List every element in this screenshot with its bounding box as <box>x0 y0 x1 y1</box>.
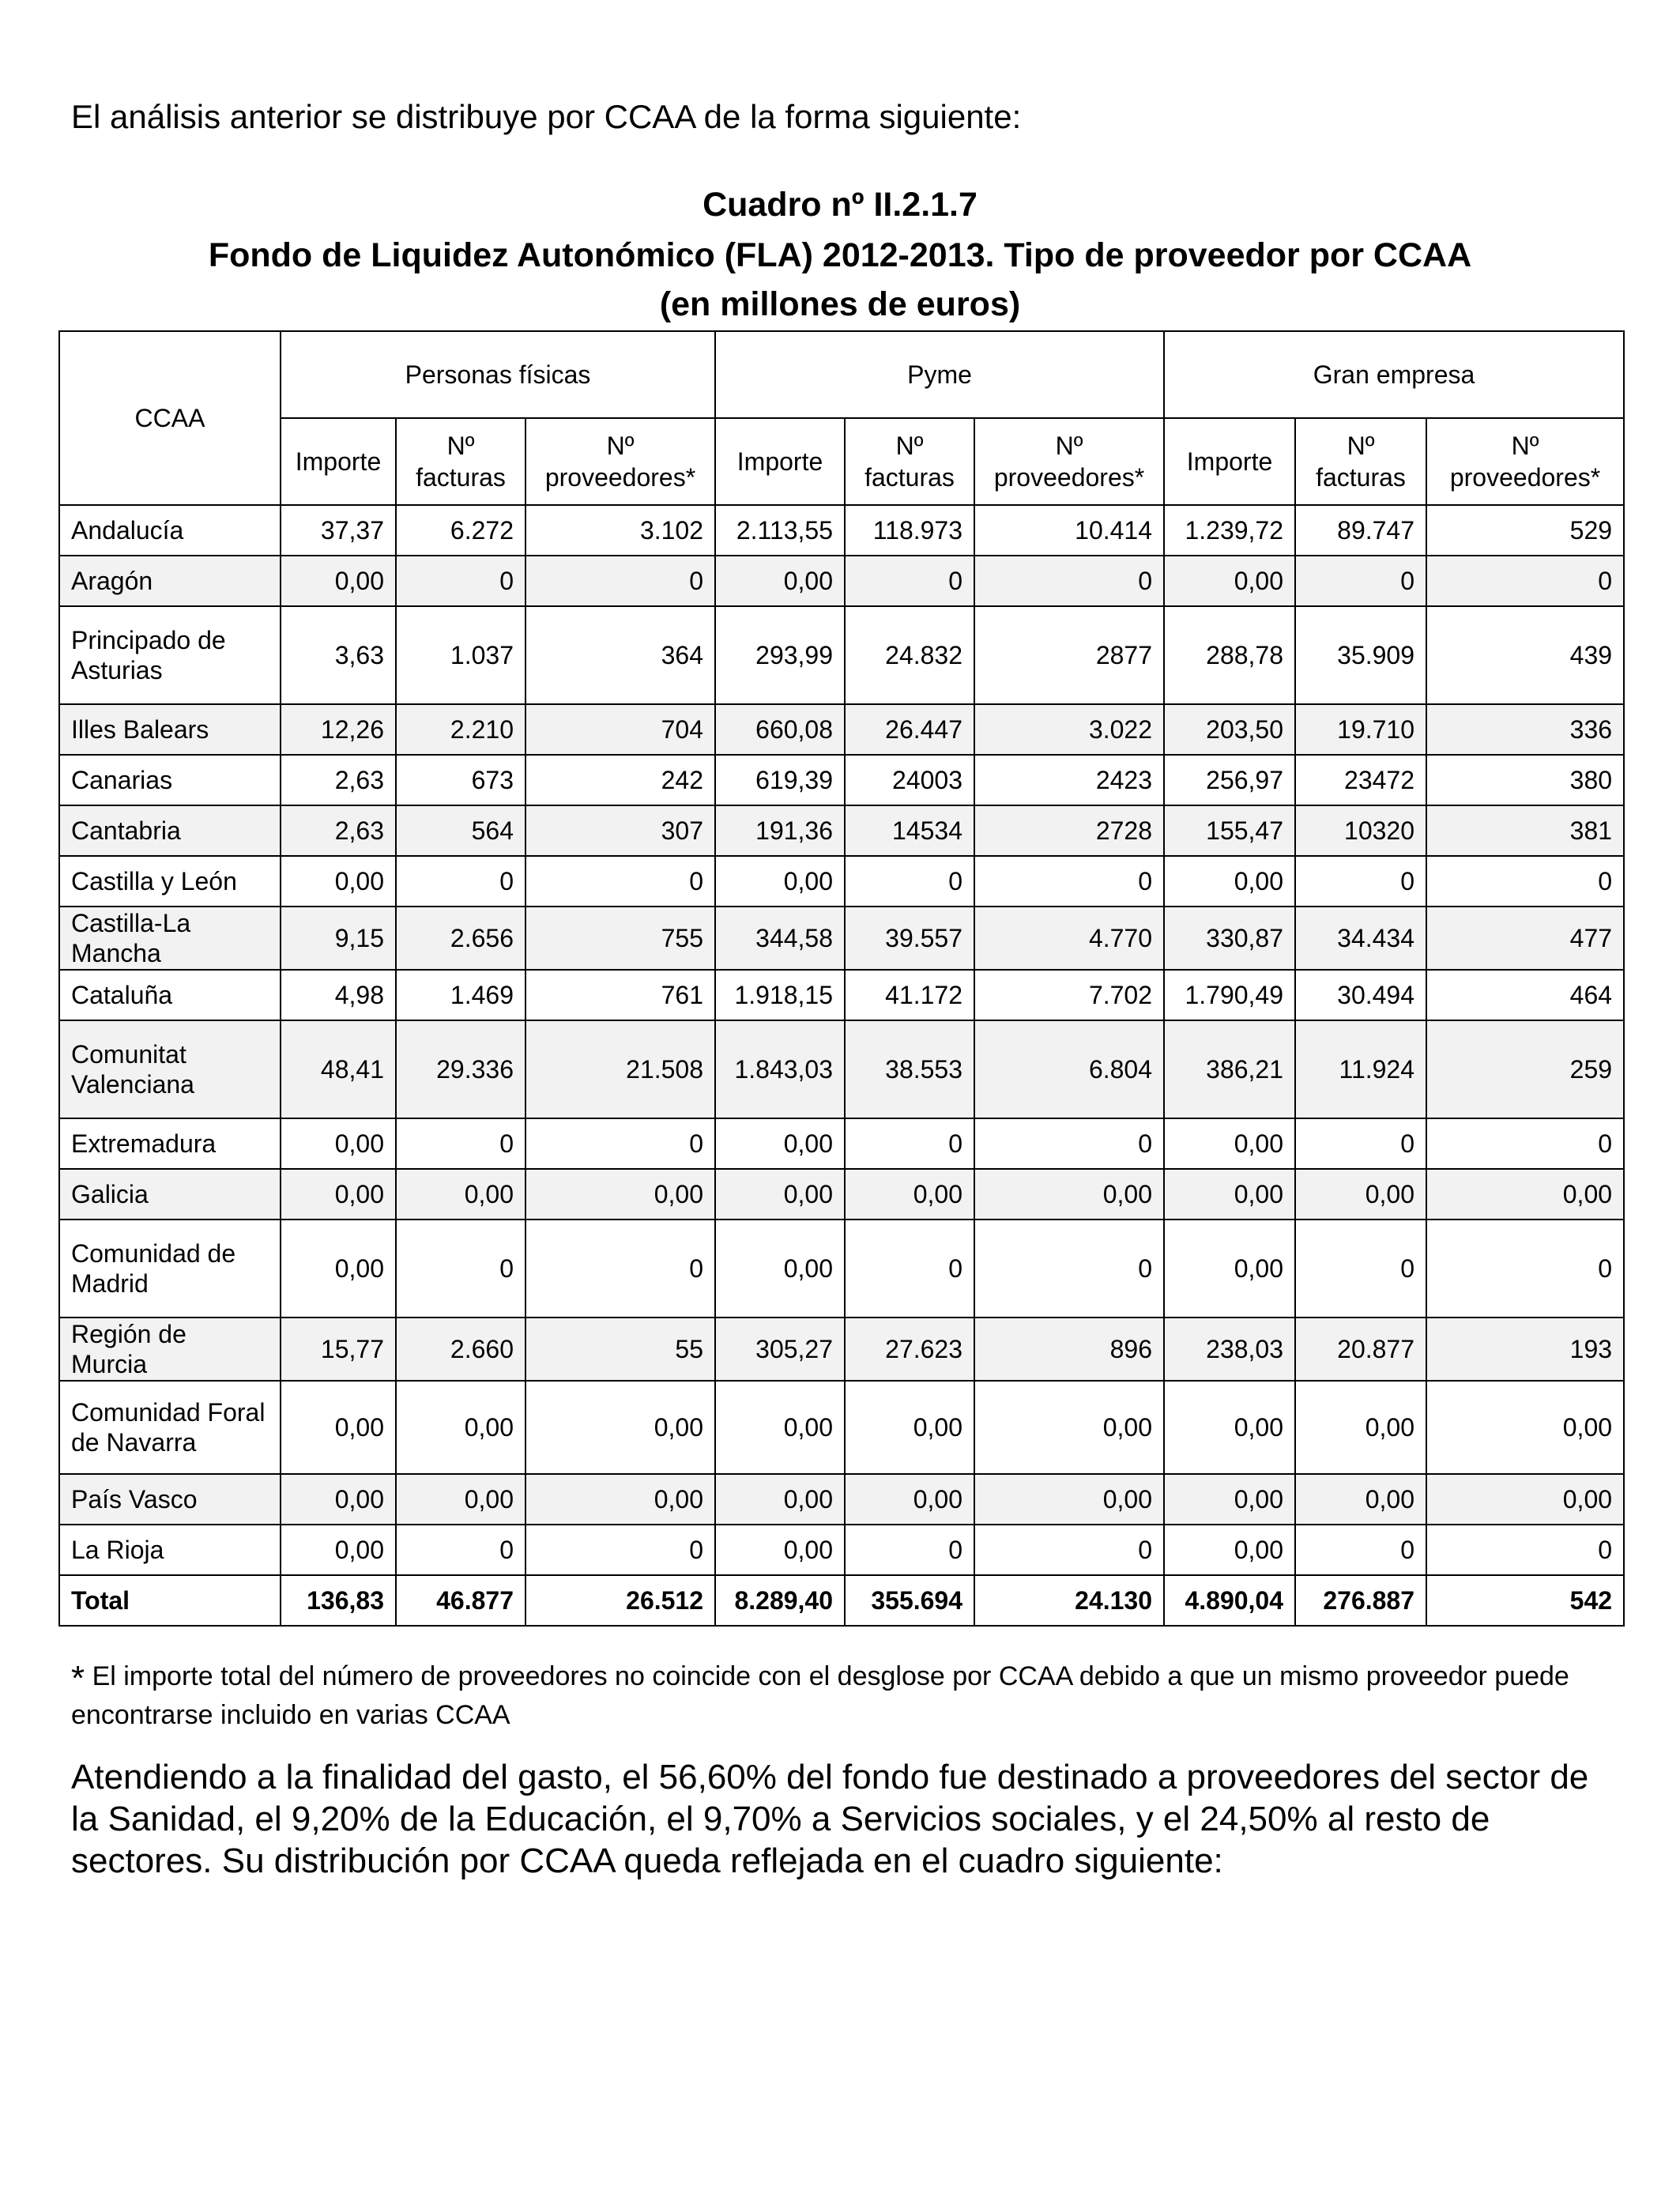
table-cell: 364 <box>525 606 715 704</box>
table-cell: 3.102 <box>525 505 715 556</box>
table-cell: 46.877 <box>396 1575 525 1626</box>
table-cell: 0,00 <box>281 1169 396 1220</box>
table-cell: 0,00 <box>396 1169 525 1220</box>
table-number: Cuadro nº II.2.1.7 <box>703 186 977 224</box>
table-row <box>59 755 1624 805</box>
table-cell: 0 <box>396 1525 525 1575</box>
ccaa-name: Región de Murcia <box>59 1318 281 1381</box>
table-cell: 0,00 <box>525 1381 715 1474</box>
table-cell: 336 <box>1426 704 1624 755</box>
table-cell: 0,00 <box>1426 1169 1624 1220</box>
table-cell: 21.508 <box>525 1020 715 1118</box>
table-cell: 0,00 <box>1426 1474 1624 1525</box>
ccaa-header: CCAA <box>59 331 281 505</box>
table-cell: 118.973 <box>845 505 974 556</box>
table-cell: 380 <box>1426 755 1624 805</box>
table-cell: 0 <box>1426 1525 1624 1575</box>
table-cell: 10320 <box>1295 805 1426 856</box>
subheader-proveedores: Nº proveedores* <box>1426 418 1624 505</box>
table-cell: 673 <box>396 755 525 805</box>
table-cell: 761 <box>525 970 715 1020</box>
table-cell: 191,36 <box>715 805 845 856</box>
subheader-proveedores: Nº proveedores* <box>974 418 1164 505</box>
ccaa-name: País Vasco <box>59 1474 281 1525</box>
table-cell: 542 <box>1426 1575 1624 1626</box>
table-cell: 439 <box>1426 606 1624 704</box>
group-header-gran-empresa: Gran empresa <box>1164 331 1624 418</box>
table-body <box>59 505 1624 1626</box>
table-cell: 2877 <box>974 606 1164 704</box>
table-cell: 1.918,15 <box>715 970 845 1020</box>
table-cell: 464 <box>1426 970 1624 1020</box>
table-cell: 276.887 <box>1295 1575 1426 1626</box>
footnote <box>71 1658 1620 1733</box>
table-cell: 14534 <box>845 805 974 856</box>
table-cell: 0 <box>396 556 525 606</box>
table-cell: 0,00 <box>715 1118 845 1169</box>
table-cell: 89.747 <box>1295 505 1426 556</box>
subheader-importe: Importe <box>1164 418 1295 505</box>
table-cell: 0 <box>845 856 974 907</box>
total-row <box>59 1575 1624 1626</box>
table-cell: 0 <box>1426 556 1624 606</box>
subheader-facturas: Nº facturas <box>396 418 525 505</box>
table-cell: 20.877 <box>1295 1318 1426 1381</box>
table-cell: 9,15 <box>281 907 396 970</box>
table-cell: 2.113,55 <box>715 505 845 556</box>
table-cell: 305,27 <box>715 1318 845 1381</box>
table-cell: 0 <box>974 1220 1164 1318</box>
ccaa-name: La Rioja <box>59 1525 281 1575</box>
table-cell: 238,03 <box>1164 1318 1295 1381</box>
table-row <box>59 856 1624 907</box>
table-cell: 0,00 <box>1164 1381 1295 1474</box>
table-title: Fondo de Liquidez Autonómico (FLA) 2012-2013. Tipo de proveedor por CCAA <box>208 236 1472 274</box>
table-cell: 55 <box>525 1318 715 1381</box>
table-cell: 242 <box>525 755 715 805</box>
table-cell: 0,00 <box>281 856 396 907</box>
footnote-text: El importe total del número de proveedores no coincide con el desglose por CCAA debido a que un mismo proveedor puede encontrarse incluido en varias CCAA <box>71 1661 1569 1730</box>
table-cell: 37,37 <box>281 505 396 556</box>
table-cell: 0,00 <box>281 1220 396 1318</box>
table-cell: 193 <box>1426 1318 1624 1381</box>
table-cell: 477 <box>1426 907 1624 970</box>
table-cell: 2.660 <box>396 1318 525 1381</box>
table-cell: 12,26 <box>281 704 396 755</box>
subheader-importe: Importe <box>715 418 845 505</box>
table-cell: 34.434 <box>1295 907 1426 970</box>
table-cell: 330,87 <box>1164 907 1295 970</box>
table-cell: 0,00 <box>715 1220 845 1318</box>
table-cell: 529 <box>1426 505 1624 556</box>
table-cell: 0 <box>396 1118 525 1169</box>
table-cell: 0 <box>1295 1525 1426 1575</box>
ccaa-name: Illes Balears <box>59 704 281 755</box>
table-cell: 7.702 <box>974 970 1164 1020</box>
table-cell: 0,00 <box>1164 856 1295 907</box>
table-cell: 0,00 <box>1426 1381 1624 1474</box>
table-cell: 39.557 <box>845 907 974 970</box>
table-cell: 0,00 <box>845 1381 974 1474</box>
table-cell: 6.272 <box>396 505 525 556</box>
table-cell: 0 <box>1295 1220 1426 1318</box>
table-cell: 0,00 <box>281 556 396 606</box>
table-cell: 256,97 <box>1164 755 1295 805</box>
ccaa-name: Castilla-La Mancha <box>59 907 281 970</box>
table-cell: 0,00 <box>281 1525 396 1575</box>
ccaa-name: Cataluña <box>59 970 281 1020</box>
table-cell: 2.656 <box>396 907 525 970</box>
table-cell: 10.414 <box>974 505 1164 556</box>
table-cell: 4,98 <box>281 970 396 1020</box>
subheader-row <box>59 418 1624 505</box>
ccaa-name: Galicia <box>59 1169 281 1220</box>
table-cell: 2423 <box>974 755 1164 805</box>
table-cell: 0 <box>1295 1118 1426 1169</box>
ccaa-name: Extremadura <box>59 1118 281 1169</box>
subheader-proveedores: Nº proveedores* <box>525 418 715 505</box>
table-cell: 2728 <box>974 805 1164 856</box>
table-cell: 344,58 <box>715 907 845 970</box>
table-cell: 0,00 <box>974 1474 1164 1525</box>
footnote-asterisk: * <box>71 1659 85 1698</box>
table-cell: 27.623 <box>845 1318 974 1381</box>
table-cell: 0 <box>525 556 715 606</box>
table-cell: 704 <box>525 704 715 755</box>
ccaa-name: Comunidad Foral de Navarra <box>59 1381 281 1474</box>
table-row <box>59 1220 1624 1318</box>
table-row <box>59 556 1624 606</box>
table-cell: 0,00 <box>715 556 845 606</box>
table-row <box>59 505 1624 556</box>
table-cell: 386,21 <box>1164 1020 1295 1118</box>
table-cell: 0,00 <box>1164 1220 1295 1318</box>
body-paragraph: Atendiendo a la finalidad del gasto, el 56,60% del fondo fue destinado a proveedores del sector de la Sanidad, el 9,20% de la Educación, el 9,70% a Servicios sociales, y el 24,50% al resto de sectores. Su distribución por CCAA queda reflejada en el cuadro siguiente: <box>71 1758 1589 1880</box>
table-cell: 0,00 <box>845 1474 974 1525</box>
table-cell: 1.239,72 <box>1164 505 1295 556</box>
table-row <box>59 805 1624 856</box>
table-cell: 0,00 <box>525 1169 715 1220</box>
table-cell: 203,50 <box>1164 704 1295 755</box>
table-cell: 136,83 <box>281 1575 396 1626</box>
table-row <box>59 1118 1624 1169</box>
table-row <box>59 1474 1624 1525</box>
table-cell: 0,00 <box>974 1169 1164 1220</box>
table-cell: 0,00 <box>715 1474 845 1525</box>
table-cell: 26.447 <box>845 704 974 755</box>
table-cell: 0,00 <box>715 856 845 907</box>
table-cell: 0,00 <box>715 1169 845 1220</box>
table-cell: 0,00 <box>845 1169 974 1220</box>
table-cell: 381 <box>1426 805 1624 856</box>
table-cell: 4.890,04 <box>1164 1575 1295 1626</box>
table-cell: 0,00 <box>1295 1474 1426 1525</box>
table-cell: 6.804 <box>974 1020 1164 1118</box>
ccaa-name: Comunidad de Madrid <box>59 1220 281 1318</box>
ccaa-name: Principado de Asturias <box>59 606 281 704</box>
table-cell: 0 <box>1426 1118 1624 1169</box>
table-cell: 0,00 <box>396 1381 525 1474</box>
table-cell: 0 <box>845 1525 974 1575</box>
subheader-facturas: Nº facturas <box>845 418 974 505</box>
table-cell: 155,47 <box>1164 805 1295 856</box>
table-cell: 2,63 <box>281 805 396 856</box>
table-cell: 0 <box>525 1118 715 1169</box>
table-row <box>59 1020 1624 1118</box>
table-cell: 26.512 <box>525 1575 715 1626</box>
table-cell: 0,00 <box>281 1474 396 1525</box>
table-cell: 35.909 <box>1295 606 1426 704</box>
table-cell: 0 <box>974 856 1164 907</box>
table-cell: 0,00 <box>281 1381 396 1474</box>
table-cell: 0,00 <box>281 1118 396 1169</box>
table-cell: 0,00 <box>1164 1169 1295 1220</box>
table-cell: 2,63 <box>281 755 396 805</box>
table-cell: 4.770 <box>974 907 1164 970</box>
table-cell: 3,63 <box>281 606 396 704</box>
table-cell: 0,00 <box>1164 1474 1295 1525</box>
table-cell: 29.336 <box>396 1020 525 1118</box>
table-cell: 0,00 <box>974 1381 1164 1474</box>
table-cell: 0,00 <box>396 1474 525 1525</box>
table-cell: 0 <box>974 1118 1164 1169</box>
ccaa-name: Comunitat Valenciana <box>59 1020 281 1118</box>
table-cell: 0,00 <box>1164 556 1295 606</box>
table-row <box>59 1169 1624 1220</box>
table-row <box>59 606 1624 704</box>
table-cell: 15,77 <box>281 1318 396 1381</box>
table-row <box>59 907 1624 970</box>
table-cell: 0 <box>525 1525 715 1575</box>
table-cell: 0 <box>525 1220 715 1318</box>
table-row <box>59 1381 1624 1474</box>
table-cell: 41.172 <box>845 970 974 1020</box>
table-cell: 1.790,49 <box>1164 970 1295 1020</box>
table-cell: 23472 <box>1295 755 1426 805</box>
table-cell: 48,41 <box>281 1020 396 1118</box>
table-cell: 0 <box>1295 856 1426 907</box>
total-label: Total <box>59 1575 281 1626</box>
table-cell: 293,99 <box>715 606 845 704</box>
group-header-personas-fisicas: Personas físicas <box>281 331 715 418</box>
table-cell: 0 <box>1295 556 1426 606</box>
table-cell: 0 <box>525 856 715 907</box>
table-cell: 0 <box>845 556 974 606</box>
table-cell: 24003 <box>845 755 974 805</box>
table-cell: 1.037 <box>396 606 525 704</box>
table-cell: 0,00 <box>715 1525 845 1575</box>
ccaa-name: Castilla y León <box>59 856 281 907</box>
table-cell: 307 <box>525 805 715 856</box>
table-cell: 0,00 <box>1295 1169 1426 1220</box>
table-cell: 0 <box>396 856 525 907</box>
table-row <box>59 704 1624 755</box>
table-cell: 0 <box>1426 856 1624 907</box>
table-cell: 24.832 <box>845 606 974 704</box>
table-row <box>59 970 1624 1020</box>
ccaa-name: Canarias <box>59 755 281 805</box>
table-cell: 288,78 <box>1164 606 1295 704</box>
ccaa-name: Cantabria <box>59 805 281 856</box>
table-cell: 355.694 <box>845 1575 974 1626</box>
table-cell: 0 <box>974 1525 1164 1575</box>
table-cell: 30.494 <box>1295 970 1426 1020</box>
subheader-importe: Importe <box>281 418 396 505</box>
table-cell: 8.289,40 <box>715 1575 845 1626</box>
table-cell: 0 <box>396 1220 525 1318</box>
table-cell: 2.210 <box>396 704 525 755</box>
table-cell: 38.553 <box>845 1020 974 1118</box>
table-cell: 660,08 <box>715 704 845 755</box>
table-cell: 0 <box>845 1220 974 1318</box>
table-cell: 0 <box>1426 1220 1624 1318</box>
table-cell: 1.843,03 <box>715 1020 845 1118</box>
table-cell: 0,00 <box>715 1381 845 1474</box>
table-cell: 19.710 <box>1295 704 1426 755</box>
table-cell: 0,00 <box>1295 1381 1426 1474</box>
ccaa-name: Andalucía <box>59 505 281 556</box>
table-cell: 11.924 <box>1295 1020 1426 1118</box>
table-row <box>59 1318 1624 1381</box>
table-cell: 3.022 <box>974 704 1164 755</box>
ccaa-name: Aragón <box>59 556 281 606</box>
table-cell: 0,00 <box>1164 1525 1295 1575</box>
table-cell: 896 <box>974 1318 1164 1381</box>
subheader-facturas: Nº facturas <box>1295 418 1426 505</box>
group-header-pyme: Pyme <box>715 331 1164 418</box>
fla-provider-table <box>58 330 1625 1627</box>
table-cell: 0 <box>974 556 1164 606</box>
table-cell: 1.469 <box>396 970 525 1020</box>
table-cell: 0,00 <box>1164 1118 1295 1169</box>
table-cell: 259 <box>1426 1020 1624 1118</box>
table-units: (en millones de euros) <box>659 285 1021 323</box>
table-row <box>59 1525 1624 1575</box>
intro-text: El análisis anterior se distribuye por CCAA de la forma siguiente: <box>71 98 1022 135</box>
table-cell: 24.130 <box>974 1575 1164 1626</box>
table-cell: 619,39 <box>715 755 845 805</box>
table-cell: 755 <box>525 907 715 970</box>
table-cell: 564 <box>396 805 525 856</box>
table-cell: 0 <box>845 1118 974 1169</box>
table-cell: 0,00 <box>525 1474 715 1525</box>
